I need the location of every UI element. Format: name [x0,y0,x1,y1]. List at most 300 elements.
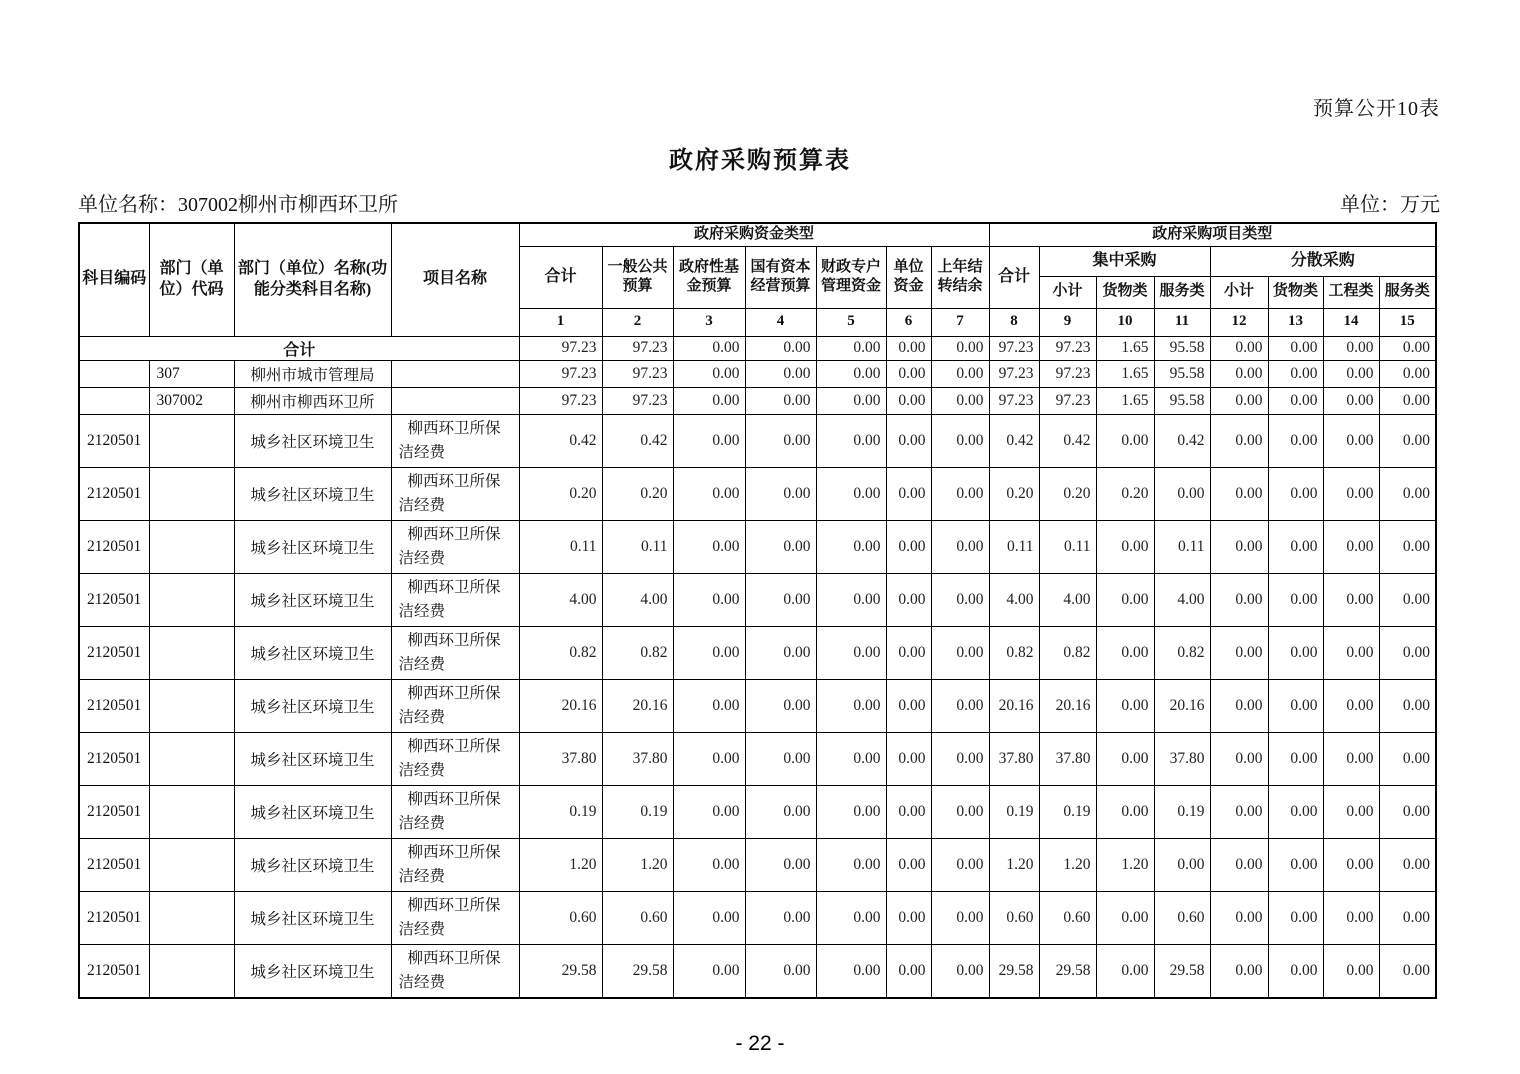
table-row [79,360,1436,387]
cell-value: 1.65 [1096,336,1154,360]
cell-value: 0.00 [745,336,816,360]
cell-value: 0.00 [1096,414,1154,467]
table-row [79,679,1436,732]
cell-value: 0.00 [886,573,931,626]
cell-value: 0.00 [1210,679,1268,732]
cell-value: 0.00 [745,626,816,679]
cell-value: 0.00 [745,387,816,414]
cell-value: 97.23 [1039,336,1096,360]
cell-value: 0.00 [816,838,886,891]
cell-value: 0.00 [1379,679,1436,732]
cell-value: 0.00 [1154,838,1210,891]
header-dept-code: 部门（单位）代码 [149,223,234,336]
cell-dept-code: 307 [149,360,234,387]
cell-value: 1.20 [602,838,673,891]
cell-value: 0.00 [1323,838,1379,891]
cell-value: 20.16 [1039,679,1096,732]
cell-value: 0.00 [886,387,931,414]
cell-value: 0.00 [1268,891,1323,944]
cell-value: 0.00 [886,838,931,891]
cell-subject-code: 2120501 [79,573,149,626]
cell-value: 0.20 [1039,467,1096,520]
cell-value: 0.00 [1268,520,1323,573]
header-subject-code: 科目编码 [79,223,149,336]
cell-value: 0.00 [673,414,745,467]
header-unit-funds: 单位资金 [886,246,931,308]
cell-value: 0.42 [1039,414,1096,467]
cell-project-name [391,360,519,387]
cell-value: 0.00 [673,573,745,626]
cell-value: 95.58 [1154,360,1210,387]
cell-value: 0.00 [816,573,886,626]
col-number: 2 [602,308,673,336]
cell-value: 0.00 [886,414,931,467]
cell-dept-name: 城乡社区环境卫生 [234,679,391,732]
cell-value: 0.00 [745,414,816,467]
header-decentralized-goods: 货物类 [1268,276,1323,308]
cell-value: 0.60 [989,891,1039,944]
table-body [79,336,1436,998]
cell-value: 0.00 [816,387,886,414]
cell-value: 29.58 [989,944,1039,998]
cell-value: 0.00 [1210,838,1268,891]
cell-value: 0.00 [1379,520,1436,573]
cell-value: 97.23 [989,387,1039,414]
cell-value: 29.58 [1154,944,1210,998]
cell-value: 0.42 [519,414,602,467]
cell-dept-name: 城乡社区环境卫生 [234,414,391,467]
cell-dept-code [149,573,234,626]
cell-value: 0.00 [1323,520,1379,573]
cell-project-name: 柳西环卫所保洁经费 [391,467,519,520]
cell-value: 0.60 [1039,891,1096,944]
cell-value: 0.00 [673,467,745,520]
unit-of-measure-label: 单位：万元 [1340,194,1440,216]
cell-value: 0.00 [1268,838,1323,891]
cell-dept-code [149,679,234,732]
cell-value: 0.00 [886,520,931,573]
cell-value: 0.00 [673,360,745,387]
cell-value: 0.00 [673,732,745,785]
cell-value: 0.00 [931,626,989,679]
col-number: 15 [1379,308,1436,336]
cell-dept-code [149,626,234,679]
cell-value: 0.00 [931,520,989,573]
cell-value: 0.00 [1323,732,1379,785]
cell-value: 0.00 [816,360,886,387]
cell-value: 0.11 [989,520,1039,573]
cell-value: 0.00 [1323,336,1379,360]
cell-value: 97.23 [1039,387,1096,414]
cell-value: 0.00 [1210,944,1268,998]
cell-value: 1.20 [1039,838,1096,891]
cell-value: 0.00 [1268,679,1323,732]
cell-value: 97.23 [989,360,1039,387]
cell-value: 0.82 [1154,626,1210,679]
cell-value: 0.00 [886,360,931,387]
cell-value: 29.58 [602,944,673,998]
cell-value: 1.20 [1096,838,1154,891]
cell-value: 0.00 [745,732,816,785]
col-number: 9 [1039,308,1096,336]
cell-value: 0.19 [519,785,602,838]
cell-value: 37.80 [1039,732,1096,785]
cell-dept-code [149,520,234,573]
cell-subject-code: 2120501 [79,679,149,732]
cell-value: 0.00 [1268,414,1323,467]
cell-value: 0.82 [1039,626,1096,679]
budget-table-wrap [78,222,1437,999]
cell-value: 0.82 [519,626,602,679]
table-row [79,387,1436,414]
cell-value: 0.00 [816,626,886,679]
header-centralized-subtotal: 小计 [1039,276,1096,308]
col-number: 6 [886,308,931,336]
cell-value: 1.65 [1096,387,1154,414]
table-row [79,944,1436,998]
cell-dept-name: 城乡社区环境卫生 [234,520,391,573]
cell-value: 0.00 [1210,414,1268,467]
cell-project-name: 柳西环卫所保洁经费 [391,944,519,998]
header-decentralized-group: 分散采购 [1210,246,1436,276]
cell-value: 97.23 [602,360,673,387]
cell-subject-code: 2120501 [79,626,149,679]
cell-dept-name: 城乡社区环境卫生 [234,732,391,785]
cell-value: 0.00 [1210,785,1268,838]
table-row [79,626,1436,679]
header-centralized-services: 服务类 [1154,276,1210,308]
cell-value: 0.00 [931,679,989,732]
cell-value: 0.00 [1096,573,1154,626]
table-header [79,223,1436,336]
cell-value: 0.00 [673,785,745,838]
cell-value: 0.00 [745,838,816,891]
cell-value: 0.00 [745,573,816,626]
cell-value: 97.23 [989,336,1039,360]
cell-value: 97.23 [519,360,602,387]
cell-value: 97.23 [1039,360,1096,387]
cell-value: 0.00 [1379,785,1436,838]
header-fiscal-account-funds: 财政专户管理资金 [816,246,886,308]
cell-value: 1.20 [519,838,602,891]
header-centralized-goods: 货物类 [1096,276,1154,308]
cell-value: 0.00 [1096,785,1154,838]
cell-dept-code [149,467,234,520]
col-number: 1 [519,308,602,336]
cell-value: 0.00 [1323,626,1379,679]
cell-project-name: 柳西环卫所保洁经费 [391,732,519,785]
cell-subject-code: 2120501 [79,944,149,998]
cell-subject-code [79,387,149,414]
cell-value: 37.80 [1154,732,1210,785]
cell-dept-name: 城乡社区环境卫生 [234,838,391,891]
header-group-row [79,223,1436,246]
cell-value: 0.00 [673,336,745,360]
page-number: - 22 - [735,1032,785,1055]
cell-value: 0.00 [1268,387,1323,414]
meta-row [78,188,1440,217]
cell-value: 0.00 [1268,467,1323,520]
cell-value: 0.00 [1268,785,1323,838]
header-project-name: 项目名称 [391,223,519,336]
cell-value: 0.00 [816,891,886,944]
col-number: 4 [745,308,816,336]
cell-value: 0.82 [989,626,1039,679]
cell-value: 0.00 [931,944,989,998]
cell-value: 95.58 [1154,336,1210,360]
cell-project-name: 柳西环卫所保洁经费 [391,785,519,838]
cell-value: 37.80 [519,732,602,785]
cell-value: 97.23 [602,387,673,414]
cell-value: 0.00 [745,679,816,732]
cell-project-name: 柳西环卫所保洁经费 [391,520,519,573]
cell-value: 4.00 [602,573,673,626]
cell-subject-code: 2120501 [79,732,149,785]
cell-value: 0.00 [931,360,989,387]
cell-value: 0.00 [1323,467,1379,520]
unit-name-label: 单位名称：307002柳州市柳西环卫所 [78,194,398,216]
cell-value: 0.00 [673,520,745,573]
col-number: 11 [1154,308,1210,336]
header-centralized-group: 集中采购 [1039,246,1210,276]
cell-value: 1.20 [989,838,1039,891]
cell-value: 0.11 [1154,520,1210,573]
cell-value: 0.00 [886,626,931,679]
cell-dept-code [149,891,234,944]
table-row [79,520,1436,573]
cell-value: 0.00 [1379,573,1436,626]
cell-value: 0.00 [673,679,745,732]
cell-value: 97.23 [519,387,602,414]
table-row [79,891,1436,944]
cell-dept-code: 307002 [149,387,234,414]
cell-value: 0.00 [745,360,816,387]
cell-subject-code: 2120501 [79,520,149,573]
header-fund-total: 合计 [519,246,602,308]
cell-value: 0.00 [816,679,886,732]
cell-value: 0.00 [1323,360,1379,387]
cell-value: 0.00 [931,891,989,944]
cell-total-label: 合计 [79,336,519,360]
table-row [79,732,1436,785]
col-number: 5 [816,308,886,336]
cell-value: 0.00 [931,387,989,414]
table-row [79,573,1436,626]
cell-project-name [391,387,519,414]
cell-value: 0.00 [1210,360,1268,387]
cell-subject-code [79,360,149,387]
cell-value: 0.00 [1323,785,1379,838]
cell-value: 20.16 [519,679,602,732]
cell-value: 0.00 [1210,520,1268,573]
header-decentralized-works: 工程类 [1323,276,1379,308]
cell-value: 0.00 [1323,387,1379,414]
cell-value: 97.23 [519,336,602,360]
cell-value: 20.16 [602,679,673,732]
cell-subject-code: 2120501 [79,891,149,944]
cell-value: 0.00 [1268,944,1323,998]
cell-value: 0.00 [1379,467,1436,520]
cell-value: 0.00 [1379,360,1436,387]
table-row [79,838,1436,891]
cell-value: 0.00 [745,520,816,573]
cell-value: 0.00 [1323,891,1379,944]
cell-value: 0.00 [673,838,745,891]
cell-value: 0.00 [1096,732,1154,785]
budget-table [78,222,1437,999]
cell-project-name: 柳西环卫所保洁经费 [391,891,519,944]
cell-project-name: 柳西环卫所保洁经费 [391,679,519,732]
cell-value: 0.00 [1210,387,1268,414]
cell-value: 0.20 [989,467,1039,520]
cell-value: 0.00 [1210,467,1268,520]
table-row [79,467,1436,520]
cell-value: 4.00 [1154,573,1210,626]
cell-subject-code: 2120501 [79,467,149,520]
header-decentralized-subtotal: 小计 [1210,276,1268,308]
cell-value: 0.00 [816,336,886,360]
cell-value: 0.00 [1268,732,1323,785]
cell-value: 0.00 [673,387,745,414]
cell-dept-name: 城乡社区环境卫生 [234,891,391,944]
cell-project-name: 柳西环卫所保洁经费 [391,414,519,467]
cell-value: 97.23 [602,336,673,360]
cell-value: 0.60 [519,891,602,944]
cell-value: 0.00 [816,732,886,785]
cell-value: 0.00 [1323,573,1379,626]
cell-subject-code: 2120501 [79,785,149,838]
cell-value: 0.00 [1210,891,1268,944]
cell-value: 0.00 [673,944,745,998]
cell-value: 1.65 [1096,360,1154,387]
cell-value: 0.00 [1323,414,1379,467]
cell-value: 0.00 [1379,944,1436,998]
table-row [79,414,1436,467]
cell-value: 0.00 [1154,467,1210,520]
cell-value: 0.00 [1210,626,1268,679]
col-number: 8 [989,308,1039,336]
cell-dept-code [149,414,234,467]
cell-value: 0.00 [931,336,989,360]
cell-dept-name: 城乡社区环境卫生 [234,944,391,998]
cell-value: 0.00 [745,891,816,944]
cell-value: 0.00 [931,785,989,838]
cell-value: 4.00 [1039,573,1096,626]
cell-value: 0.19 [1154,785,1210,838]
cell-value: 29.58 [1039,944,1096,998]
cell-value: 0.20 [1096,467,1154,520]
cell-value: 0.00 [816,944,886,998]
cell-value: 0.00 [1096,679,1154,732]
cell-value: 0.00 [1379,732,1436,785]
cell-value: 4.00 [989,573,1039,626]
cell-project-name: 柳西环卫所保洁经费 [391,838,519,891]
col-number: 13 [1268,308,1323,336]
cell-value: 0.00 [1379,626,1436,679]
cell-value: 0.19 [989,785,1039,838]
cell-value: 0.00 [816,467,886,520]
cell-value: 37.80 [602,732,673,785]
cell-value: 0.00 [1268,336,1323,360]
cell-value: 0.00 [1379,387,1436,414]
cell-dept-code [149,838,234,891]
cell-value: 0.00 [816,785,886,838]
cell-value: 0.11 [602,520,673,573]
cell-value: 95.58 [1154,387,1210,414]
cell-dept-name: 城乡社区环境卫生 [234,785,391,838]
cell-value: 0.00 [931,838,989,891]
cell-value: 20.16 [989,679,1039,732]
cell-value: 0.00 [931,467,989,520]
cell-value: 0.00 [673,626,745,679]
cell-value: 0.00 [1096,520,1154,573]
cell-dept-code [149,785,234,838]
cell-value: 0.00 [886,785,931,838]
cell-subject-code: 2120501 [79,838,149,891]
cell-value: 20.16 [1154,679,1210,732]
cell-value: 0.60 [602,891,673,944]
cell-value: 0.00 [886,891,931,944]
cell-value: 0.42 [989,414,1039,467]
col-number: 12 [1210,308,1268,336]
corner-label: 预算公开10表 [1313,98,1440,120]
cell-value: 0.00 [1210,732,1268,785]
cell-value: 0.00 [1323,679,1379,732]
cell-dept-name: 城乡社区环境卫生 [234,626,391,679]
page-title: 政府采购预算表 [669,148,851,174]
cell-value: 0.00 [886,679,931,732]
cell-value: 0.00 [931,414,989,467]
col-number: 3 [673,308,745,336]
cell-dept-name: 城乡社区环境卫生 [234,573,391,626]
header-carryover-funds: 上年结转结余 [931,246,989,308]
cell-value: 0.20 [519,467,602,520]
table-row [79,785,1436,838]
cell-value: 0.19 [1039,785,1096,838]
cell-value: 0.00 [886,944,931,998]
cell-value: 0.82 [602,626,673,679]
cell-value: 0.00 [745,467,816,520]
cell-dept-code [149,944,234,998]
header-state-capital-budget: 国有资本经营预算 [745,246,816,308]
cell-value: 0.11 [519,520,602,573]
cell-dept-name: 柳州市柳西环卫所 [234,387,391,414]
cell-value: 0.20 [602,467,673,520]
cell-value: 0.00 [816,414,886,467]
cell-value: 0.00 [1379,838,1436,891]
cell-value: 0.00 [1379,414,1436,467]
cell-value: 0.60 [1154,891,1210,944]
cell-subject-code: 2120501 [79,414,149,467]
header-dept-name: 部门（单位）名称(功能分类科目名称) [234,223,391,336]
cell-value: 0.00 [1096,944,1154,998]
header-project-total: 合计 [989,246,1039,308]
cell-value: 0.00 [1210,336,1268,360]
cell-value: 0.00 [1323,944,1379,998]
cell-value: 0.00 [886,336,931,360]
cell-value: 0.42 [1154,414,1210,467]
cell-value: 0.00 [745,944,816,998]
cell-value: 0.00 [1210,573,1268,626]
cell-value: 37.80 [989,732,1039,785]
cell-value: 0.00 [1268,573,1323,626]
table-row [79,336,1436,360]
header-fund-type-group: 政府采购资金类型 [519,223,989,246]
cell-value: 4.00 [519,573,602,626]
cell-value: 29.58 [519,944,602,998]
col-number: 10 [1096,308,1154,336]
cell-dept-code [149,732,234,785]
